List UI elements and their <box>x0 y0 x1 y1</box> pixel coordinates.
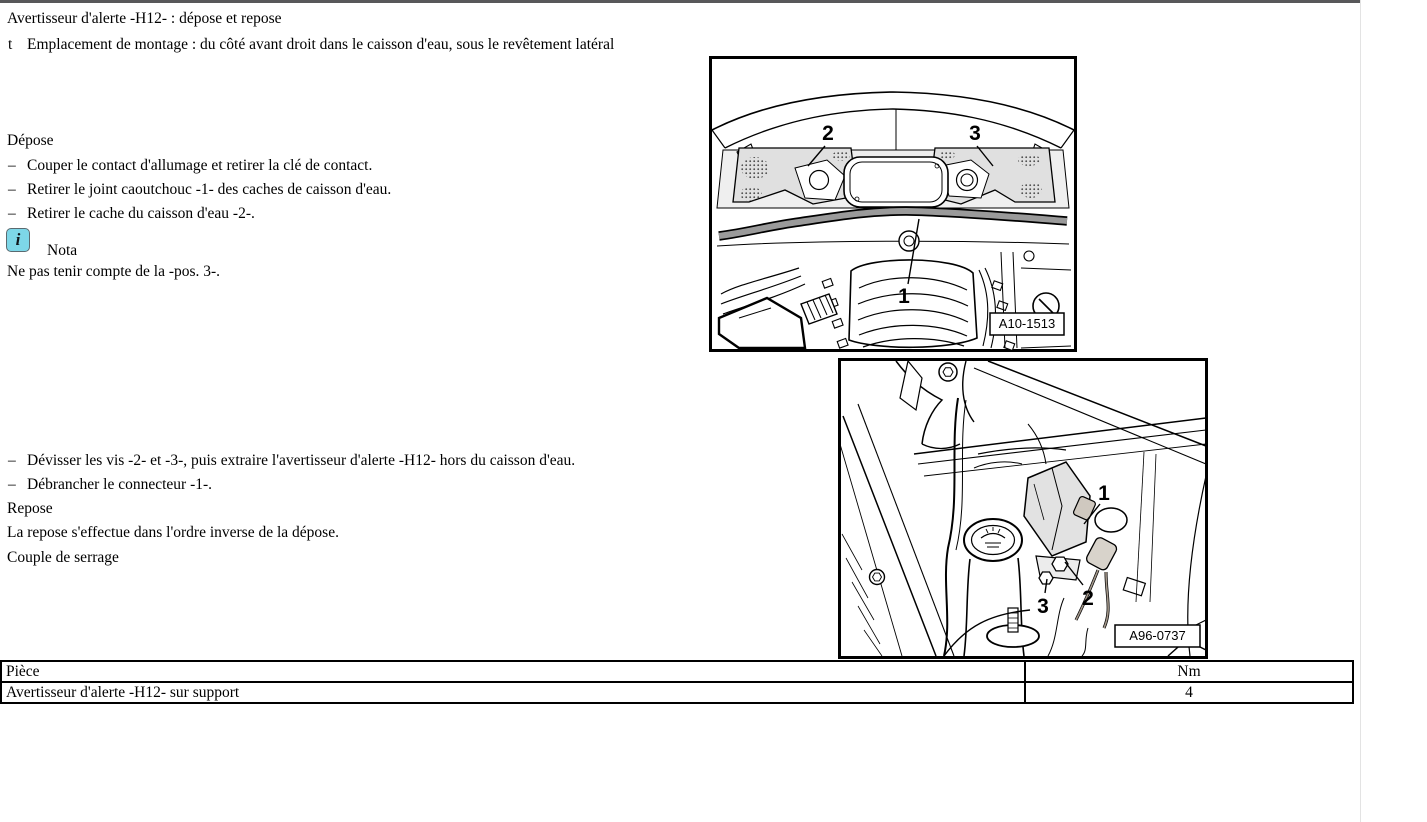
location-bullet: t <box>8 36 13 53</box>
removal-step-4: Dévisser les vis -2- et -3-, puis extraire l'avertisseur d'alerte -H12- hors du caisson d'eau. <box>27 452 576 469</box>
fig2-callout-1: 1 <box>1098 482 1110 505</box>
figure-engine-bay-drawing <box>709 56 1077 352</box>
depose-step-2: Retirer le joint caoutchouc -1- des caches de caisson d'eau. <box>27 181 392 198</box>
torque-col-piece: Pièce <box>1 661 1025 682</box>
torque-table-row <box>1 682 1353 703</box>
location-text: Emplacement de montage : du côté avant droit dans le caisson d'eau, sous le revêtement latéral <box>27 36 615 53</box>
page-right-divider <box>1360 0 1361 822</box>
fig1-code: A10-1513 <box>998 316 1056 331</box>
info-icon-glyph: i <box>15 230 21 249</box>
nota-text: Ne pas tenir compte de la -pos. 3-. <box>7 263 221 280</box>
page-title: Avertisseur d'alerte -H12- : dépose et repose <box>7 10 282 27</box>
fig1-callout-1: 1 <box>898 285 910 308</box>
torque-cell-piece: Avertisseur d'alerte -H12- sur support <box>1 682 1025 703</box>
nota-label: Nota <box>47 242 78 259</box>
figure-engine-bay <box>709 56 1077 357</box>
repose-text: La repose s'effectue dans l'ordre inverse de la dépose. <box>7 524 339 541</box>
fig1-callout-3: 3 <box>969 122 981 145</box>
fig2-code: A96-0737 <box>1129 628 1186 643</box>
torque-heading: Couple de serrage <box>7 549 119 566</box>
fig1-callout-2: 2 <box>822 122 834 145</box>
step-dash: – <box>8 452 16 469</box>
torque-table-header-row <box>1 661 1353 682</box>
torque-col-nm: Nm <box>1025 661 1353 682</box>
repose-heading: Repose <box>7 500 53 517</box>
fig2-callout-2: 2 <box>1082 587 1094 610</box>
depose-step-3: Retirer le cache du caisson d'eau -2-. <box>27 205 255 222</box>
torque-cell-nm: 4 <box>1025 682 1353 703</box>
figure-horn-detail <box>838 358 1208 664</box>
page-top-border <box>0 0 1361 3</box>
step-dash: – <box>8 157 16 174</box>
fig2-callout-3: 3 <box>1037 595 1049 618</box>
torque-table <box>0 660 1354 704</box>
info-icon <box>6 228 30 252</box>
step-dash: – <box>8 476 16 493</box>
depose-heading: Dépose <box>7 132 54 149</box>
step-dash: – <box>8 205 16 222</box>
step-dash: – <box>8 181 16 198</box>
figure-horn-detail-drawing <box>838 358 1208 659</box>
removal-step-5: Débrancher le connecteur -1-. <box>27 476 213 493</box>
depose-step-1: Couper le contact d'allumage et retirer la clé de contact. <box>27 157 373 174</box>
